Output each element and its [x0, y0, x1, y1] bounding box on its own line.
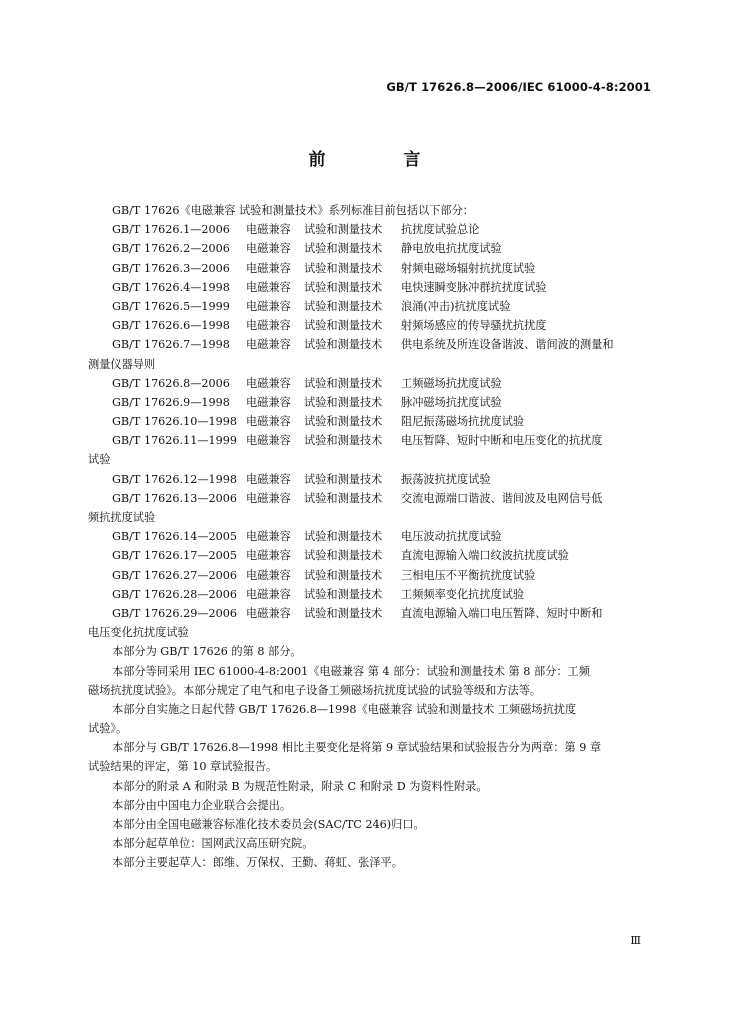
part-title: 电压波动抗扰度试验 [401, 530, 502, 544]
part-list-item [88, 220, 648, 239]
paragraph-line: 本部分由中国电力企业联合会提出。 [112, 798, 292, 812]
part-list-item [88, 239, 648, 258]
part-test-tech: 试验和测量技术 [304, 491, 383, 505]
part-code: GB/T 17626.3—2006 [112, 261, 230, 275]
part-emc: 电磁兼容 [246, 549, 291, 563]
part-test-tech: 试验和测量技术 [304, 434, 383, 448]
part-title-continuation: 试验 [88, 453, 111, 467]
parts-list [88, 220, 648, 642]
part-list-item [88, 566, 648, 585]
part-test-tech: 试验和测量技术 [304, 472, 383, 486]
part-list-item [88, 546, 648, 565]
part-emc: 电磁兼容 [246, 242, 291, 256]
part-title: 三相电压不平衡抗扰度试验 [401, 568, 536, 582]
part-title: 直流电源输入端口电压暂降、短时中断和 [401, 606, 603, 620]
part-emc: 电磁兼容 [246, 319, 291, 333]
part-list-item [88, 527, 648, 546]
paragraph-line: 本部分主要起草人：郎维、万保权、王勤、蒋虹、张泽平。 [112, 856, 403, 870]
part-list-item [88, 259, 648, 278]
part-list-item [88, 374, 648, 393]
paragraph-continuation: 磁场抗扰度试验》。本部分规定了电气和电子设备工频磁场抗扰度试验的试验等级和方法等。 [88, 683, 542, 697]
part-code: GB/T 17626.27—2006 [112, 568, 237, 582]
part-emc: 电磁兼容 [246, 376, 291, 390]
part-test-tech: 试验和测量技术 [304, 587, 383, 601]
part-list-item [88, 585, 648, 604]
part-title: 工频频率变化抗扰度试验 [401, 587, 525, 601]
part-test-tech: 试验和测量技术 [304, 549, 383, 563]
part-code: GB/T 17626.5—1999 [112, 299, 230, 313]
part-code: GB/T 17626.13—2006 [112, 491, 237, 505]
part-test-tech: 试验和测量技术 [304, 223, 383, 237]
part-title: 工频磁场抗扰度试验 [401, 376, 502, 390]
part-emc: 电磁兼容 [246, 587, 291, 601]
part-test-tech: 试验和测量技术 [304, 415, 383, 429]
part-title: 浪涌(冲击)抗扰度试验 [401, 299, 511, 313]
part-test-tech: 试验和测量技术 [304, 376, 383, 390]
paragraph-line: 本部分起草单位：国网武汉高压研究院。 [112, 837, 314, 851]
part-title: 电压暂降、短时中断和电压变化的抗扰度 [401, 434, 603, 448]
part-code: GB/T 17626.17—2005 [112, 549, 237, 563]
part-list-item [88, 297, 648, 316]
part-test-tech: 试验和测量技术 [304, 395, 383, 409]
paragraph-line: 本部分的附录 A 和附录 B 为规范性附录，附录 C 和附录 D 为资料性附录。 [112, 779, 488, 793]
part-title: 射频场感应的传导骚扰抗扰度 [401, 319, 547, 333]
part-emc: 电磁兼容 [246, 606, 291, 620]
part-emc: 电磁兼容 [246, 261, 291, 275]
paragraph-line: 本部分由全国电磁兼容标准化技术委员会(SAC/TC 246)归口。 [112, 818, 425, 831]
part-test-tech: 试验和测量技术 [304, 568, 383, 582]
paragraph-line: 本部分与 GB/T 17626.8—1998 相比主要变化是将第 9 章试验结果和试验报告分为两章：第 9 章 [112, 741, 602, 755]
part-test-tech: 试验和测量技术 [304, 319, 383, 333]
part-list-item [88, 431, 648, 450]
intro-line: GB/T 17626《电磁兼容 试验和测量技术》系列标准目前包括以下部分： [112, 204, 474, 217]
paragraph-continuation: 试验结果的评定，第 10 章试验报告。 [88, 760, 278, 774]
part-title: 射频电磁场辐射抗扰度试验 [401, 261, 536, 275]
part-list-item [88, 316, 648, 335]
paragraphs [88, 642, 648, 872]
part-title: 振荡波抗扰度试验 [401, 472, 491, 486]
part-emc: 电磁兼容 [246, 223, 291, 237]
part-emc: 电磁兼容 [246, 299, 291, 313]
part-code: GB/T 17626.2—2006 [112, 242, 230, 256]
part-code: GB/T 17626.8—2006 [112, 376, 230, 390]
paragraph-continuation: 试验》。 [88, 722, 128, 736]
part-code: GB/T 17626.9—1998 [112, 395, 230, 409]
paragraph-line: 本部分自实施之日起代替 GB/T 17626.8—1998《电磁兼容 试验和测量技术 工频磁场抗扰度 [112, 702, 577, 716]
part-list-item [88, 278, 648, 297]
part-list-item [88, 393, 648, 412]
part-test-tech: 试验和测量技术 [304, 280, 383, 294]
part-emc: 电磁兼容 [246, 415, 291, 429]
part-title: 静电放电抗扰度试验 [401, 242, 502, 256]
part-code: GB/T 17626.14—2005 [112, 530, 237, 544]
part-emc: 电磁兼容 [246, 491, 291, 505]
part-code: GB/T 17626.4—1998 [112, 280, 230, 294]
part-code: GB/T 17626.7—1998 [112, 338, 230, 352]
paragraph-line: 本部分为 GB/T 17626 的第 8 部分。 [112, 645, 302, 659]
part-emc: 电磁兼容 [246, 434, 291, 448]
part-code: GB/T 17626.10—1998 [112, 415, 237, 429]
part-test-tech: 试验和测量技术 [304, 606, 383, 620]
part-list-item [88, 335, 648, 354]
part-title: 直流电源输入端口纹波抗扰度试验 [401, 549, 569, 563]
part-test-tech: 试验和测量技术 [304, 299, 383, 313]
part-title: 抗扰度试验总论 [401, 223, 480, 237]
part-list-item [88, 470, 648, 489]
part-code: GB/T 17626.1—2006 [112, 223, 230, 237]
paragraph-line: 本部分等同采用 IEC 61000-4-8:2001《电磁兼容 第 4 部分：试验和测量技术 第 8 部分：工频 [112, 664, 590, 678]
part-emc: 电磁兼容 [246, 395, 291, 409]
part-title-continuation: 测量仪器导则 [88, 357, 156, 371]
part-emc: 电磁兼容 [246, 530, 291, 544]
part-test-tech: 试验和测量技术 [304, 261, 383, 275]
part-emc: 电磁兼容 [246, 280, 291, 294]
standard-number-header: GB/T 17626.8—2006/IEC 61000-4-8:2001 [386, 80, 651, 94]
page-title: 前 言 [308, 150, 457, 170]
part-title: 电快速瞬变脉冲群抗扰度试验 [401, 280, 547, 294]
part-emc: 电磁兼容 [246, 568, 291, 582]
page-number: Ⅲ [630, 934, 641, 947]
part-code: GB/T 17626.28—2006 [112, 587, 237, 601]
part-title: 供电系统及所连设备谐波、谐间波的测量和 [401, 338, 614, 352]
part-test-tech: 试验和测量技术 [304, 338, 383, 352]
part-code: GB/T 17626.11—1999 [112, 434, 237, 448]
part-list-item [88, 412, 648, 431]
part-code: GB/T 17626.29—2006 [112, 606, 237, 620]
document-body [88, 201, 648, 873]
part-test-tech: 试验和测量技术 [304, 530, 383, 544]
part-emc: 电磁兼容 [246, 338, 291, 352]
part-title-continuation: 频抗扰度试验 [88, 511, 156, 524]
part-test-tech: 试验和测量技术 [304, 242, 383, 256]
part-title: 阻尼振荡磁场抗扰度试验 [401, 415, 525, 429]
part-title: 交流电源端口谐波、谐间波及电网信号低 [401, 491, 603, 505]
part-title: 脉冲磁场抗扰度试验 [401, 395, 502, 409]
part-code: GB/T 17626.12—1998 [112, 472, 237, 486]
part-title-continuation: 电压变化抗扰度试验 [88, 626, 189, 640]
part-emc: 电磁兼容 [246, 472, 291, 486]
part-list-item [88, 489, 648, 508]
part-list-item [88, 604, 648, 623]
part-code: GB/T 17626.6—1998 [112, 319, 230, 333]
